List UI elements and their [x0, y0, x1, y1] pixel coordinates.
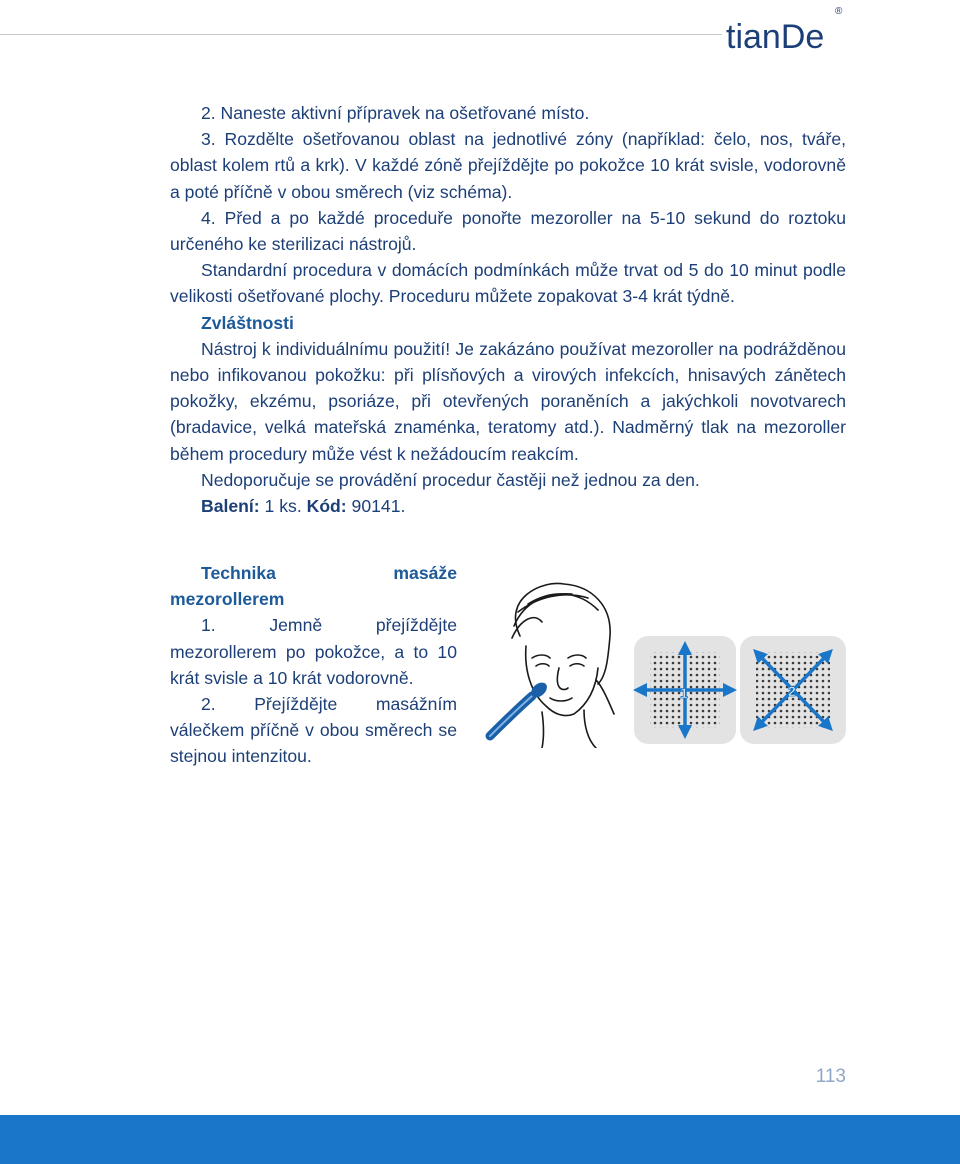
instruction-step-2: 2. Naneste aktivní přípravek na ošetřované místo.: [201, 103, 590, 123]
footer-bar: [0, 1115, 960, 1164]
standard-procedure-text: Standardní procedura v domácích podmínkách může trvat od 5 do 10 minut podle velikosti ošetřované plochy. Proceduru můžete zopakovat 3-4 krát týdně.: [170, 260, 846, 307]
technique-step-2: 2. Přejíždějte masážním válečkem příčně v obou směrech se stejnou intenzitou.: [170, 694, 457, 767]
scheme-label-2: 2: [788, 683, 796, 699]
code-label: Kód:: [306, 496, 347, 517]
technique-step-1: 1. Jemně přejíždějte mezorollerem po pokožce, a to 10 krát svisle a 10 krát vodorovně.: [170, 615, 457, 688]
page-number: 113: [815, 1066, 846, 1087]
instructions-block: [170, 100, 846, 519]
tiande-logo: [726, 2, 856, 56]
scheme-panel-1: [634, 636, 736, 744]
scheme-label-1: 1: [680, 685, 688, 701]
packaging-value: 1 ks.: [259, 496, 307, 517]
packaging-line: [170, 493, 846, 519]
mezoroller-icon: [490, 680, 550, 736]
instruction-step-3: 3. Rozdělte ošetřovanou oblast na jednotlivé zóny (například: čelo, nos, tváře, oblast kolem rtů a krk). V každé zóně přejíždějte po pokožce 10 krát svisle, vodorovně a poté příčně v obou směrech (viz schéma).: [170, 129, 846, 202]
frequency-note: Nedoporučuje se provádění procedur častěji než jednou za den.: [201, 469, 700, 490]
face-with-roller-icon: [512, 583, 614, 748]
instruction-step-4: 4. Před a po každé proceduře ponořte mezoroller na 5-10 sekund do roztoku určeného ke sterilizaci nástrojů.: [170, 207, 846, 255]
header-rule: [0, 34, 722, 35]
packaging-label: Balení:: [201, 496, 260, 517]
logo-text: tianDe: [726, 18, 825, 56]
specifics-heading: Zvláštnosti: [201, 312, 294, 333]
technique-block: [170, 560, 457, 770]
massage-illustration: [484, 576, 848, 748]
scheme-panel-2: [740, 636, 846, 744]
technique-heading: Technika masáže mezorollerem: [170, 563, 457, 610]
trademark-symbol: ®: [835, 6, 843, 17]
specifics-paragraph: Nástroj k individuálnímu použití! Je zakázáno používat mezoroller na podrážděnou nebo infikovanou pokožku: při plísňových a virových infekcích, hnisavých zánětech pokožky, ekzému, psoriáze, při otevřených poraněních a jakýchkoli novotvarech (bradavice, velká mateřská znaménka, teratomy atd.). Nadměrný tlak na mezoroller během procedury může vést k nežádoucím reakcím.: [170, 338, 846, 464]
code-value: 90141.: [346, 496, 406, 517]
